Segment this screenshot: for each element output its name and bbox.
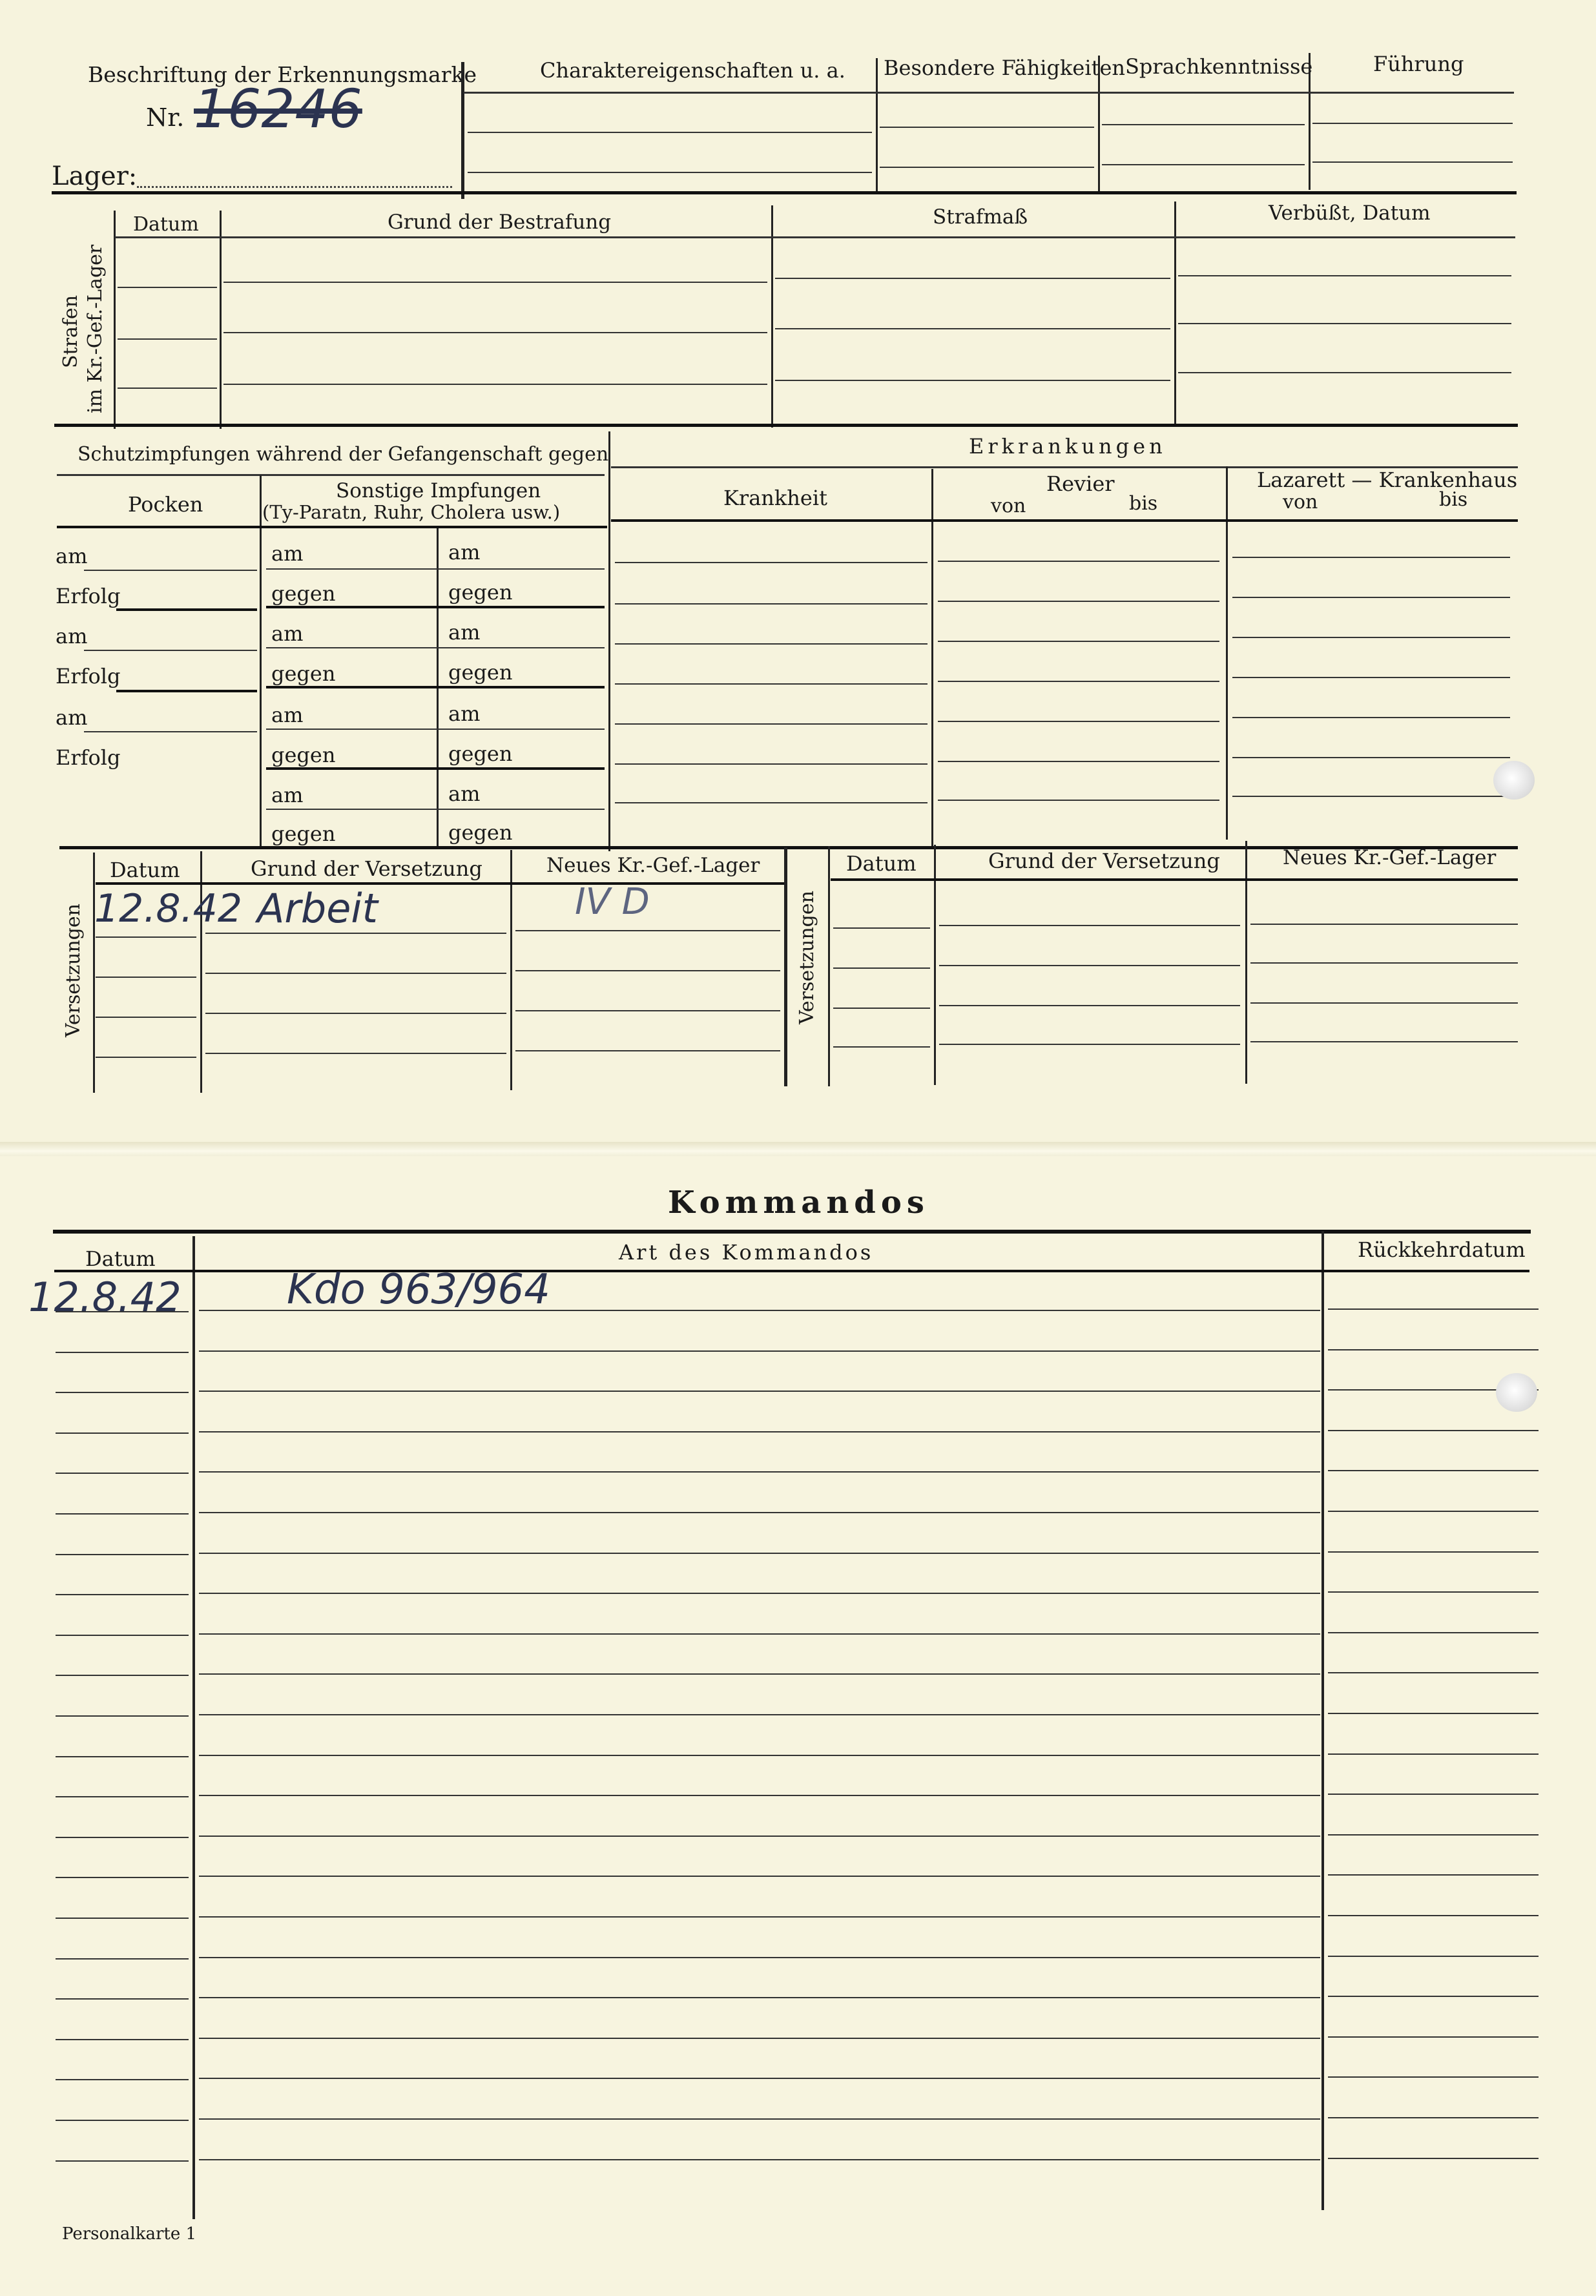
sonstige-line-3 [266,686,605,688]
header-col-sep-3 [1309,53,1311,190]
vers-right-line-2c [1250,962,1518,964]
vers-right-line-4c [1250,1041,1518,1042]
col-charakter: Charaktereigenschaften u. a. [540,58,845,83]
vers-right-line-3c [1250,1002,1518,1004]
vers-right-header-rule [831,878,1518,881]
kommando-ruled-line [1328,1349,1539,1350]
strafen-sep-3 [1174,202,1176,425]
kommando-ruled-line [1328,1874,1539,1876]
kommando-ruled-line [56,1796,189,1797]
kommando-ruled-line [199,1471,1320,1473]
kommandos-top-rule [53,1230,1531,1234]
lager-label: Lager: [52,161,138,191]
kommando-ruled-line [1328,1753,1539,1755]
kommando-ruled-line [1328,1713,1539,1714]
kommando-ruled-line [199,1957,1320,1958]
kommando-ruled-line [199,1633,1320,1635]
lazarett-line-4 [1232,677,1510,678]
strafen-header-rule [115,236,1515,238]
krank-line-1 [615,562,928,563]
impfungen-col-sonstige: Sonstige Impfungen [336,479,541,502]
kommando-ruled-line [56,1998,189,2000]
sonstige-0-a: am [271,541,304,566]
strafen-col-strafmass: Strafmaß [933,205,1028,229]
kommando-ruled-line [1328,1996,1539,1997]
kommando-ruled-line [1328,2117,1539,2118]
erkrankungen-col-krankheit: Krankheit [723,486,827,510]
page-fold [0,1142,1596,1157]
kommandos-entry-datum: 12.8.42 [28,1274,181,1321]
revier-line-6 [938,761,1219,762]
impfungen-col-sonstige-sub: (Ty-Paratn, Ruhr, Cholera usw.) [262,501,561,523]
kommando-ruled-line [199,1350,1320,1352]
punch-hole-top [1493,761,1535,800]
impfungen-sep-3 [608,431,610,851]
revier-line-1 [938,561,1219,562]
kommando-ruled-line [1328,2076,1539,2078]
vers-left-col-datum: Datum [110,858,180,882]
header-rule-3d [1312,161,1513,163]
header-rule-2 [468,132,872,133]
strafen-row-2b [223,332,767,333]
header-rule-3b [880,167,1094,168]
header-divider [461,62,464,199]
vers-right-line-3 [833,1008,930,1009]
vers-right-line-3b [939,1005,1240,1006]
pocken-line-2 [84,650,257,651]
impfungen-title-rule [57,474,605,476]
vers-left-sep-2 [510,850,512,1090]
sonstige-line-2 [266,647,605,648]
krank-line-4 [615,683,928,685]
versetzungen-side-label-left: Versetzungen [62,904,85,1037]
kommandos-col-datum: Datum [85,1246,156,1271]
kommando-ruled-line [199,2038,1320,2039]
header-rule-2b [880,127,1094,128]
sonstige-5-a: gegen [271,743,336,767]
vers-right-line-1 [833,927,930,929]
kommando-ruled-line [56,1635,189,1636]
revier-von: von [991,495,1026,517]
kommandos-sep-2 [1321,1231,1324,2210]
vers-right-line-4b [939,1044,1240,1045]
vers-left-line-2b [205,973,506,974]
kommando-ruled-line [199,1431,1320,1432]
nr-value: 16246 [194,79,362,140]
kommando-ruled-line [1328,1632,1539,1633]
strafen-row-1 [118,287,217,288]
revier-line-2 [938,601,1219,602]
sonstige-line-1 [266,606,605,608]
vers-right-line-2 [833,967,930,969]
header-rule-2d [1312,123,1513,124]
kommando-ruled-line [56,1473,189,1474]
revier-line-3 [938,641,1219,642]
strafen-sep-2 [771,205,773,428]
kommandos-sep-1 [192,1236,195,2219]
pocken-line-3 [116,690,257,692]
pocken-row-2: am [56,624,88,648]
kommando-ruled-line [199,1755,1320,1756]
vers-left-entry-grund: Arbeit [257,885,378,932]
kommando-ruled-line [1328,1470,1539,1471]
sonstige-1-b: gegen [448,580,513,605]
vers-right-col-datum: Datum [846,851,917,876]
kommando-ruled-line [56,1837,189,1838]
kommando-ruled-line [199,1714,1320,1715]
kommando-ruled-line [56,1352,189,1353]
sonstige-line-4 [266,729,605,730]
kommando-ruled-line [1328,1430,1539,1431]
impfungen-header-rule [57,526,607,528]
sonstige-line-6 [266,809,605,810]
kommando-ruled-line [56,1675,189,1676]
vers-left-entry-datum: 12.8.42 [94,886,243,931]
kommandos-title: Kommandos [668,1184,929,1221]
lazarett-line-3 [1232,637,1510,638]
kommando-ruled-line [199,1836,1320,1837]
col-faehigkeiten: Besondere Fähigkeiten [884,56,1125,80]
kommando-ruled-line [1328,1591,1539,1593]
vers-left-line-4c [515,1050,780,1051]
strafen-row-2c [775,328,1170,329]
erkennungsmarke-label: Beschriftung der Erkennungsmarke [88,62,477,87]
pocken-row-4: am [56,705,88,730]
kommando-ruled-line [1328,2158,1539,2159]
lazarett-line-2 [1232,597,1510,598]
kommando-ruled-line [199,1795,1320,1796]
kommando-ruled-line [56,1513,189,1515]
krank-line-5 [615,723,928,725]
sonstige-1-a: gegen [271,581,336,606]
punch-hole-bottom [1496,1373,1537,1412]
vers-left-line-1 [96,936,196,938]
kommando-ruled-line [1328,1915,1539,1916]
versetzungen-side-label-right: Versetzungen [796,891,818,1024]
form-name: Personalkarte 1 [62,2224,197,2244]
kommando-ruled-line [1328,1834,1539,1836]
header-bottom-rule [52,191,1517,194]
kommando-ruled-line [1328,2036,1539,2038]
impfungen-sep-1 [260,475,262,849]
kommandos-entry-art: Kdo 963/964 [287,1266,550,1314]
kommando-ruled-line [56,1715,189,1717]
sonstige-7-a: gegen [271,822,336,846]
kommando-ruled-line [56,1756,189,1757]
kommando-ruled-line [199,1553,1320,1554]
kommando-ruled-line [56,1554,189,1555]
pocken-row-0: am [56,544,88,568]
vers-left-line-3b [205,1013,506,1014]
sonstige-line-0 [266,568,605,570]
kommando-ruled-line [1328,1308,1539,1310]
kommando-ruled-line [199,1997,1320,1998]
col-fuehrung: Führung [1373,52,1464,76]
lazarett-von: von [1283,491,1318,513]
sonstige-2-a: am [271,621,304,646]
kommando-ruled-line [199,1673,1320,1675]
kommando-ruled-line [199,2078,1320,2079]
vers-left-line-2c [515,970,780,971]
header-rule-1 [464,92,1514,94]
erkrankungen-title: Erkrankungen [969,434,1166,459]
vers-right-sep-2 [1245,841,1247,1084]
pocken-line-1 [116,608,257,611]
pocken-row-1: Erfolg [56,584,121,608]
strafen-side-label-1: Strafen [59,295,82,368]
krank-line-3 [615,643,928,645]
erkrankungen-col-lazarett: Lazarett — Krankenhaus [1257,468,1518,492]
header-col-sep-2 [1098,56,1100,192]
strafen-row-3d [1178,372,1511,373]
strafen-row-3c [775,380,1170,381]
erkrankungen-col-revier: Revier [1046,471,1115,496]
kommandos-col-rueckkehr: Rückkehrdatum [1358,1237,1526,1262]
krank-line-6 [615,763,928,765]
sonstige-2-b: am [448,620,481,645]
sonstige-0-b: am [448,540,481,564]
header-rule-2c [1102,124,1305,125]
strafen-row-1d [1178,275,1511,276]
vers-left-header-rule [96,882,784,885]
vers-right-line-1b [939,925,1240,926]
strafen-side-label-2: im Kr.-Gef.-Lager [84,244,107,413]
vers-right-sep-0 [828,846,830,1086]
vers-left-line-1c [515,930,780,931]
kommando-ruled-line [56,2079,189,2080]
nr-label: Nr. [146,103,185,132]
revier-line-5 [938,721,1219,722]
kommando-ruled-line [56,1958,189,1960]
vers-left-line-3c [515,1010,780,1011]
erkrankungen-sep-1 [931,469,933,846]
sonstige-4-a: am [271,703,304,727]
strafen-row-2 [118,338,217,340]
pocken-line-0 [84,570,257,571]
kommando-ruled-line [56,1594,189,1595]
kommando-ruled-line [199,1391,1320,1392]
krank-line-2 [615,603,928,605]
kommando-ruled-line [1328,1672,1539,1673]
kommando-ruled-line [56,1392,189,1393]
impfungen-col-pocken: Pocken [128,492,203,517]
impfungen-title: Schutzimpfungen während der Gefangenschaft gegen [78,443,609,466]
vers-left-line-3 [96,1017,196,1018]
vers-right-line-2b [939,965,1240,966]
sonstige-7-b: gegen [448,820,513,845]
vers-left-sep-3 [784,847,787,1086]
strafen-col-datum: Datum [133,213,199,236]
sonstige-line-5 [266,767,605,770]
kommando-ruled-line [199,1512,1320,1513]
kommando-ruled-line [199,2118,1320,2120]
sonstige-6-a: am [271,783,304,807]
kommando-ruled-line [1328,1511,1539,1512]
personalkarte-bottom-section [0,1156,1596,2296]
pocken-row-3: Erfolg [56,664,121,688]
lazarett-line-1 [1232,557,1510,558]
vers-left-entry-lager: IV D [575,881,650,923]
kommando-ruled-line [199,2159,1320,2160]
vers-right-col-lager: Neues Kr.-Gef.-Lager [1283,846,1497,869]
kommando-ruled-line [199,1310,1320,1311]
lazarett-line-5 [1232,717,1510,718]
sonstige-3-a: gegen [271,661,336,686]
strafen-row-1b [223,282,767,283]
strafen-row-2d [1178,323,1511,324]
kommando-ruled-line [56,2120,189,2121]
erkrankungen-header-rule [611,519,1518,522]
kommando-ruled-line [199,1916,1320,1918]
revier-line-7 [938,800,1219,801]
kommando-ruled-line [56,2160,189,2162]
kommando-ruled-line [56,1918,189,1919]
revier-line-4 [938,681,1219,682]
kommandos-col-art: Art des Kommandos [619,1240,874,1265]
kommandos-header-rule [54,1270,1529,1272]
vers-left-line-4b [205,1053,506,1054]
strafen-bottom-rule [54,424,1518,427]
kommando-ruled-line [56,1432,189,1434]
kommando-ruled-line [1328,1551,1539,1553]
vers-left-line-2 [96,977,196,978]
kommando-ruled-line [199,1593,1320,1594]
pocken-row-5: Erfolg [56,745,121,770]
pocken-line-4 [84,731,257,732]
kommando-ruled-line [56,1877,189,1878]
kommando-ruled-line [56,2039,189,2040]
header-rule-3c [1102,164,1305,165]
strafen-sep-1 [220,211,222,429]
kommando-ruled-line [199,1876,1320,1877]
kommando-ruled-line [1328,1794,1539,1795]
vers-left-line-1b [205,933,506,934]
col-sprachen: Sprachkenntnisse [1125,54,1313,79]
lager-dotted-line [137,186,452,188]
strafen-col-verbuesst: Verbüßt, Datum [1269,202,1431,225]
sonstige-4-b: am [448,701,481,726]
vers-left-col-lager: Neues Kr.-Gef.-Lager [546,854,760,877]
kommando-ruled-line [56,1311,189,1312]
vers-left-col-grund: Grund der Versetzung [251,856,482,881]
strafen-row-3 [118,388,217,389]
strafen-col-grund: Grund der Bestrafung [388,211,612,234]
erkrankungen-sep-2 [1226,466,1228,840]
vers-left-line-4 [96,1057,196,1058]
strafen-sep-0 [114,211,116,429]
krank-line-7 [615,802,928,803]
sonstige-5-b: gegen [448,741,513,766]
lazarett-bis: bis [1439,488,1468,511]
revier-bis: bis [1129,492,1158,515]
vers-right-line-1c [1250,924,1518,925]
strafen-row-3b [223,384,767,385]
vers-right-col-grund: Grund der Versetzung [988,849,1220,873]
lazarett-line-6 [1232,757,1510,758]
strafen-row-1c [775,278,1170,279]
kommando-ruled-line [1328,1956,1539,1957]
sonstige-6-b: am [448,781,481,806]
header-col-sep-1 [876,58,878,194]
header-rule-3 [468,172,872,173]
vers-right-line-4 [833,1046,930,1048]
sonstige-3-b: gegen [448,660,513,685]
lazarett-line-7 [1232,796,1510,797]
